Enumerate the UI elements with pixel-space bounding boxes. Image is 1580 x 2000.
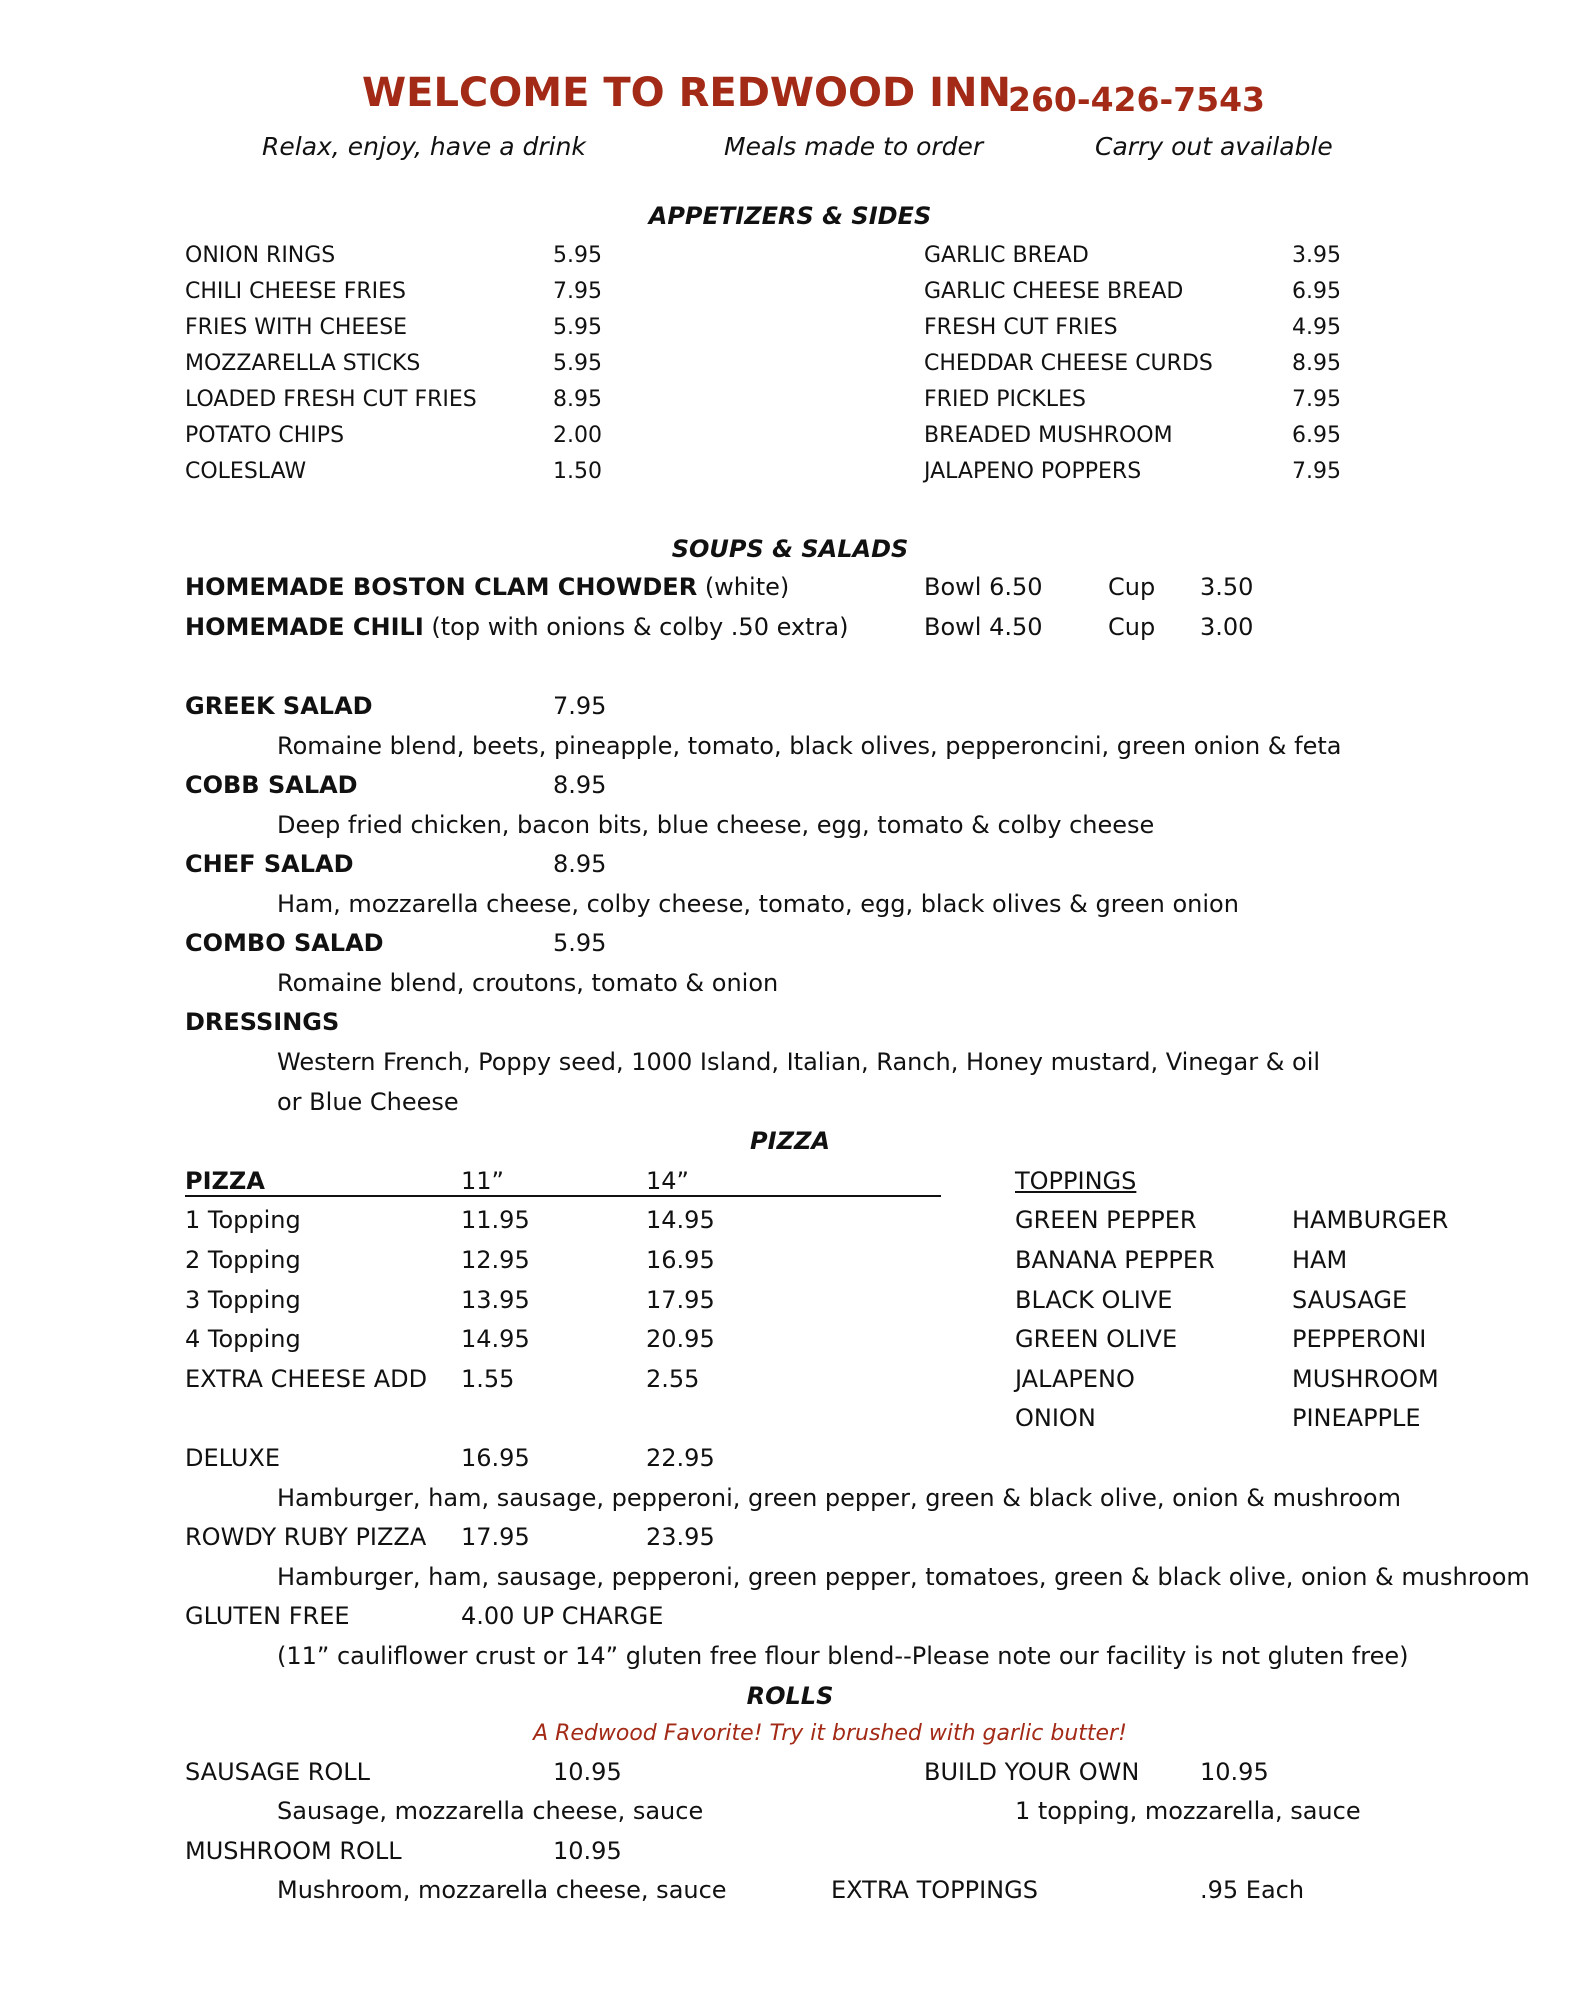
pizza-size-label: 4 Topping [185, 1325, 301, 1353]
pizza-col-pizza: PIZZA [185, 1167, 265, 1195]
salad-description: Romaine blend, beets, pineapple, tomato, black olives, pepperoncini, green onion & feta [277, 732, 1342, 760]
topping-item: GREEN PEPPER [1015, 1206, 1197, 1234]
pizza-header-rule [185, 1195, 941, 1197]
soup-bowl-price: Bowl 4.50 [924, 613, 1043, 641]
salad-price: 8.95 [553, 850, 607, 878]
soup-cup-price: 3.00 [1200, 613, 1254, 641]
soup-bowl-price: Bowl 6.50 [924, 573, 1043, 601]
pizza-size-label: 3 Topping [185, 1286, 301, 1314]
extra-toppings-price: .95 Each [1200, 1876, 1305, 1904]
soup-name: HOMEMADE CHILI [185, 613, 424, 641]
topping-item: HAM [1292, 1246, 1348, 1274]
pizza-price-14: 2.55 [646, 1365, 700, 1393]
salad-description: Deep fried chicken, bacon bits, blue cheese, egg, tomato & colby cheese [277, 811, 1155, 839]
soup-name: HOMEMADE BOSTON CLAM CHOWDER [185, 573, 698, 601]
appetizer-name: GARLIC CHEESE BREAD [924, 279, 1184, 304]
pizza-price-11: 1.55 [461, 1365, 515, 1393]
dressings-list-cont: or Blue Cheese [277, 1088, 459, 1116]
roll-price: 10.95 [553, 1758, 622, 1786]
topping-item: HAMBURGER [1292, 1206, 1449, 1234]
appetizer-price: 3.95 [1292, 243, 1341, 268]
appetizer-name: BREADED MUSHROOM [924, 423, 1173, 448]
appetizer-price: 7.95 [1292, 387, 1341, 412]
appetizer-price: 8.95 [1292, 351, 1341, 376]
roll-description: Sausage, mozzarella cheese, sauce [277, 1797, 704, 1825]
appetizer-price: 7.95 [553, 279, 602, 304]
appetizer-price: 1.50 [553, 459, 602, 484]
gluten-free-note: (11” cauliflower crust or 14” gluten free flour blend--Please note our facility is not gluten free) [277, 1642, 1409, 1670]
pizza-price-14: 14.95 [646, 1206, 715, 1234]
salad-name: GREEK SALAD [185, 692, 373, 720]
topping-item: MUSHROOM [1292, 1365, 1439, 1393]
dressings-heading: DRESSINGS [185, 1008, 340, 1036]
toppings-heading: TOPPINGS [1015, 1167, 1137, 1195]
soup-note: (top with onions & colby .50 extra) [423, 613, 849, 641]
salad-name: COMBO SALAD [185, 929, 384, 957]
appetizers-heading: APPETIZERS & SIDES [648, 202, 932, 230]
tagline-drink: Relax, enjoy, have a drink [262, 132, 586, 161]
appetizer-name: CHEDDAR CHEESE CURDS [924, 351, 1213, 376]
soup-row [185, 573, 789, 601]
restaurant-title: WELCOME TO REDWOOD INN [362, 70, 1011, 116]
pizza-size-label: 2 Topping [185, 1246, 301, 1274]
topping-item: GREEN OLIVE [1015, 1325, 1178, 1353]
appetizer-name: FRIES WITH CHEESE [185, 315, 408, 340]
soup-cup-label: Cup [1108, 573, 1156, 601]
rowdy-ruby-description: Hamburger, ham, sausage, pepperoni, green pepper, tomatoes, green & black olive, onion & mushroom [277, 1563, 1530, 1591]
topping-item: SAUSAGE [1292, 1286, 1408, 1314]
roll-name: MUSHROOM ROLL [185, 1837, 402, 1865]
appetizer-price: 6.95 [1292, 423, 1341, 448]
appetizer-name: COLESLAW [185, 459, 307, 484]
tagline-meals: Meals made to order [724, 132, 984, 161]
pizza-price-11: 13.95 [461, 1286, 530, 1314]
soup-row [185, 613, 848, 641]
salad-price: 5.95 [553, 929, 607, 957]
appetizer-name: GARLIC BREAD [924, 243, 1089, 268]
roll-price: 10.95 [553, 1837, 622, 1865]
appetizer-price: 4.95 [1292, 315, 1341, 340]
soup-note: (white) [697, 573, 790, 601]
tagline-carryout: Carry out available [1095, 132, 1333, 161]
pizza-price-14: 17.95 [646, 1286, 715, 1314]
topping-item: BLACK OLIVE [1015, 1286, 1173, 1314]
salad-name: COBB SALAD [185, 771, 358, 799]
roll-name: BUILD YOUR OWN [924, 1758, 1140, 1786]
salad-price: 8.95 [553, 771, 607, 799]
roll-description: 1 topping, mozzarella, sauce [1015, 1797, 1361, 1825]
extra-toppings-label: EXTRA TOPPINGS [831, 1876, 1038, 1904]
salad-price: 7.95 [553, 692, 607, 720]
pizza-price-14: 20.95 [646, 1325, 715, 1353]
appetizer-price: 5.95 [553, 243, 602, 268]
appetizer-name: FRIED PICKLES [924, 387, 1086, 412]
salad-description: Ham, mozzarella cheese, colby cheese, tomato, egg, black olives & green onion [277, 890, 1239, 918]
salad-description: Romaine blend, croutons, tomato & onion [277, 969, 779, 997]
rowdy-ruby-price-14: 23.95 [646, 1523, 715, 1551]
pizza-col-14: 14” [646, 1167, 689, 1195]
appetizer-name: LOADED FRESH CUT FRIES [185, 387, 477, 412]
deluxe-price-14: 22.95 [646, 1444, 715, 1472]
pizza-heading: PIZZA [750, 1127, 830, 1155]
pizza-price-11: 11.95 [461, 1206, 530, 1234]
roll-price: 10.95 [1200, 1758, 1269, 1786]
phone-number: 260-426-7543 [1008, 80, 1266, 119]
pizza-size-label: EXTRA CHEESE ADD [185, 1365, 428, 1393]
appetizer-price: 8.95 [553, 387, 602, 412]
appetizer-price: 7.95 [1292, 459, 1341, 484]
rolls-heading: ROLLS [746, 1682, 834, 1710]
pizza-price-14: 16.95 [646, 1246, 715, 1274]
appetizer-price: 5.95 [553, 351, 602, 376]
deluxe-description: Hamburger, ham, sausage, pepperoni, green pepper, green & black olive, onion & mushroom [277, 1484, 1401, 1512]
pizza-size-label: 1 Topping [185, 1206, 301, 1234]
appetizer-name: MOZZARELLA STICKS [185, 351, 421, 376]
topping-item: ONION [1015, 1404, 1096, 1432]
soup-cup-price: 3.50 [1200, 573, 1254, 601]
salad-name: CHEF SALAD [185, 850, 354, 878]
appetizer-name: CHILI CHEESE FRIES [185, 279, 406, 304]
pizza-price-11: 12.95 [461, 1246, 530, 1274]
appetizer-name: FRESH CUT FRIES [924, 315, 1118, 340]
soup-cup-label: Cup [1108, 613, 1156, 641]
rowdy-ruby-price-11: 17.95 [461, 1523, 530, 1551]
topping-item: BANANA PEPPER [1015, 1246, 1215, 1274]
rolls-subtitle: A Redwood Favorite! Try it brushed with garlic butter! [533, 1721, 1127, 1746]
rowdy-ruby-label: ROWDY RUBY PIZZA [185, 1523, 427, 1551]
topping-item: PINEAPPLE [1292, 1404, 1421, 1432]
gluten-free-charge: 4.00 UP CHARGE [461, 1602, 664, 1630]
topping-item: JALAPENO [1015, 1365, 1135, 1393]
gluten-free-label: GLUTEN FREE [185, 1602, 350, 1630]
appetizer-name: JALAPENO POPPERS [924, 459, 1142, 484]
roll-name: SAUSAGE ROLL [185, 1758, 371, 1786]
roll-description: Mushroom, mozzarella cheese, sauce [277, 1876, 727, 1904]
topping-item: PEPPERONI [1292, 1325, 1427, 1353]
appetizer-name: ONION RINGS [185, 243, 336, 268]
appetizer-price: 5.95 [553, 315, 602, 340]
appetizer-price: 2.00 [553, 423, 602, 448]
soups-heading: SOUPS & SALADS [671, 535, 909, 563]
appetizer-name: POTATO CHIPS [185, 423, 345, 448]
deluxe-price-11: 16.95 [461, 1444, 530, 1472]
dressings-list: Western French, Poppy seed, 1000 Island, Italian, Ranch, Honey mustard, Vinegar & oil [277, 1048, 1321, 1076]
pizza-col-11: 11” [461, 1167, 504, 1195]
appetizer-price: 6.95 [1292, 279, 1341, 304]
deluxe-label: DELUXE [185, 1444, 280, 1472]
pizza-price-11: 14.95 [461, 1325, 530, 1353]
